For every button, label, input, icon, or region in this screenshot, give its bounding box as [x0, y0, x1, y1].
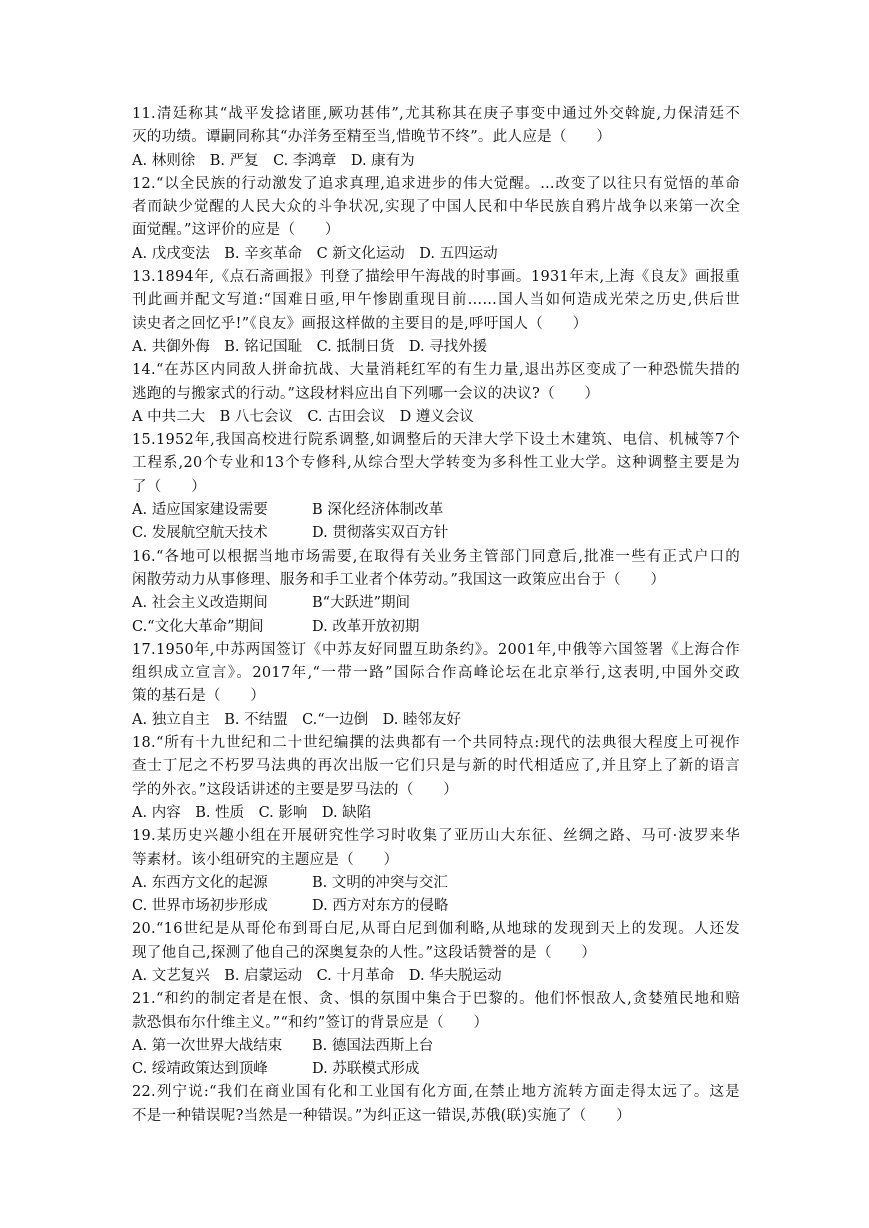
answer-option: A. 适应国家建设需要 [132, 502, 268, 519]
question-block [132, 103, 740, 173]
answer-option: D. 苏联模式形成 [312, 1061, 420, 1078]
question-text-line: 学的外衣。”这段话讲述的主要是罗马法的（ ） [132, 781, 459, 798]
option-row [132, 592, 740, 615]
answer-option: A. 东西方文化的起源 [132, 874, 268, 891]
question-text-line: 者而缺少觉醒的人民大众的斗争状况,实现了中国人民和中华民族自鸦片战争以来第一次全 [132, 199, 740, 216]
question-block [132, 429, 740, 545]
answer-option: D. 西方对东方的侵略 [312, 898, 449, 915]
answer-option: C. 发展航空航天技术 [132, 525, 268, 542]
question-block [132, 546, 740, 639]
question-text-line: 20.“16世纪是从哥伦布到哥白尼,从哥白尼到伽利略,从地球的发现到天上的发现。人还发 [132, 921, 740, 938]
answer-option: D. 改革开放初期 [312, 618, 420, 635]
answer-option: A. 社会主义改造期间 [132, 595, 268, 612]
question-block [132, 825, 740, 918]
option-row [132, 1035, 740, 1058]
answer-option: B“大跃进”期间 [312, 595, 410, 612]
exam-page [132, 103, 740, 1128]
question-text-line: 读史者之回忆乎!”《良友》画报这样做的主要目的是,呼吁国人（ ） [132, 315, 588, 332]
question-text-line: 不是一种错误呢?当然是一种错误。”为纠正这一错误,苏俄(联)实施了（ ） [132, 1107, 631, 1124]
option-row [132, 872, 740, 895]
option-row [132, 522, 740, 545]
question-text-line: 策的基石是（ ） [132, 688, 266, 705]
answer-option: A 中共二大 B 八七会议 C. 古田会议 D 遵义会议 [132, 408, 474, 425]
question-text-line: 18.“所有十九世纪和二十世纪编撰的法典都有一个共同特点:现代的法典很大程度上可视作 [132, 735, 740, 752]
question-block [132, 173, 740, 266]
option-row [132, 243, 740, 266]
question-text-line: 等素材。该小组研究的主题应是（ ） [132, 851, 399, 868]
question-text-line: 面觉醒。”这评价的应是（ ） [132, 222, 340, 239]
question-block [132, 359, 740, 429]
answer-option: A. 内容 B. 性质 C. 影响 D. 缺陷 [132, 804, 372, 821]
question-text-line: 工程系,20个专业和13个专修科,从综合型大学转变为多科性工业大学。这种调整主要是为 [132, 455, 740, 472]
question-text-line: 12.“以全民族的行动激发了追求真理,追求进步的伟大觉醒。…改变了以往只有觉悟的革命 [132, 175, 740, 192]
question-text-line: 11.清廷称其“战平发捻诸匪,厥功甚伟”,尤其称其在庚子事变中通过外交斡旋,力保清廷不 [132, 106, 740, 122]
option-row [132, 499, 740, 522]
option-row [132, 336, 740, 359]
question-block [132, 988, 740, 1081]
answer-option: B. 文明的冲突与交汇 [312, 874, 448, 891]
answer-option: B 深化经济体制改革 [312, 502, 444, 519]
question-text-line: 闲散劳动力从事修理、服务和手工业者个体劳动。”我国这一政策应出台于（ ） [132, 571, 666, 588]
option-row [132, 406, 740, 429]
question-text-line: 15.1952年,我国高校进行院系调整,如调整后的天津大学下设土木建筑、电信、机械等7个 [132, 432, 740, 449]
option-row [132, 709, 740, 732]
question-text-line: 组织成立宣言》。2017年,“一带一路”国际合作高峰论坛在北京举行,这表明,中国外交政 [132, 665, 740, 682]
answer-option: A. 第一次世界大战结束 [132, 1037, 283, 1054]
question-block [132, 732, 740, 825]
question-text-line: 19.某历史兴趣小组在开展研究性学习时收集了亚历山大东征、丝绸之路、马可·波罗来华 [132, 828, 740, 845]
answer-option: A. 独立自主 B. 不结盟 C.“一边倒 D. 睦邻友好 [132, 711, 461, 728]
question-text-line: 21.“和约的制定者是在恨、贪、惧的氛围中集合于巴黎的。他们怀恨敌人,贪婪殖民地和赔 [132, 991, 740, 1008]
question-text-line: 14.“在苏区内同敌人拼命抗战、大量消耗红军的有生力量,退出苏区变成了一种恐慌失措的 [132, 362, 740, 379]
option-row [132, 616, 740, 639]
question-text-line: 逃跑的与搬家式的行动。”这段材料应出自下列哪一会议的决议?（ ） [132, 385, 600, 402]
question-text-line: 13.1894年,《点石斋画报》刊登了描绘甲午海战的时事画。1931年末,上海《良友》画报重 [132, 269, 740, 286]
question-text-line: 现了他自己,探测了他自己的深奥复杂的人性。”这段话赞誉的是（ ） [132, 944, 597, 961]
question-block [132, 1081, 740, 1128]
answer-option: C.“文化大革命”期间 [132, 618, 264, 635]
question-text-line: 16.“各地可以根据当地市场需要,在取得有关业务主管部门同意后,批准一些有正式户口的 [132, 548, 740, 565]
option-row [132, 1058, 740, 1081]
option-row [132, 150, 740, 173]
question-text-line: 灭的功绩。谭嗣同称其“办洋务至精至当,惜晚节不终”。此人应是（ ） [132, 129, 612, 146]
answer-option: A. 林则徐 B. 严复 C. 李鸿章 D. 康有为 [132, 152, 415, 169]
answer-option: A. 文艺复兴 B. 启蒙运动 C. 十月革命 D. 华夫脱运动 [132, 967, 502, 984]
option-row [132, 895, 740, 918]
question-text-line: 查士丁尼之不朽罗马法典的再次出版一它们只是与新的时代相适应了,并且穿上了新的语言 [132, 758, 740, 775]
question-block [132, 266, 740, 359]
question-text-line: 刊此画并配文写道:“国难日亟,甲午惨剧重现目前……国人当如何造成光荣之历史,供后世 [132, 292, 740, 309]
answer-option: C. 绥靖政策达到顶峰 [132, 1061, 268, 1078]
answer-option: B. 德国法西斯上台 [312, 1037, 434, 1054]
question-text-line: 22.列宁说:“我们在商业国有化和工业国有化方面,在禁止地方流转方面走得太远了。这是 [132, 1084, 740, 1101]
answer-option: A. 戊戌变法 B. 辛亥革命 C 新文化运动 D. 五四运动 [132, 245, 498, 262]
question-block [132, 918, 740, 988]
question-text-line: 款恐惧布尔什维主义。”“和约”签订的背景应是（ ） [132, 1014, 489, 1031]
option-row [132, 802, 740, 825]
question-block [132, 639, 740, 732]
question-text-line: 17.1950年,中苏两国签订《中苏友好同盟互助条约》。2001年,中俄等六国签署《上海合作 [132, 641, 740, 658]
answer-option: A. 共御外侮 B. 铭记国耻 C. 抵制日货 D. 寻找外援 [132, 338, 488, 355]
answer-option: C. 世界市场初步形成 [132, 898, 268, 915]
option-row [132, 965, 740, 988]
question-text-line: 了（ ） [132, 478, 206, 495]
answer-option: D. 贯彻落实双百方针 [312, 525, 449, 542]
